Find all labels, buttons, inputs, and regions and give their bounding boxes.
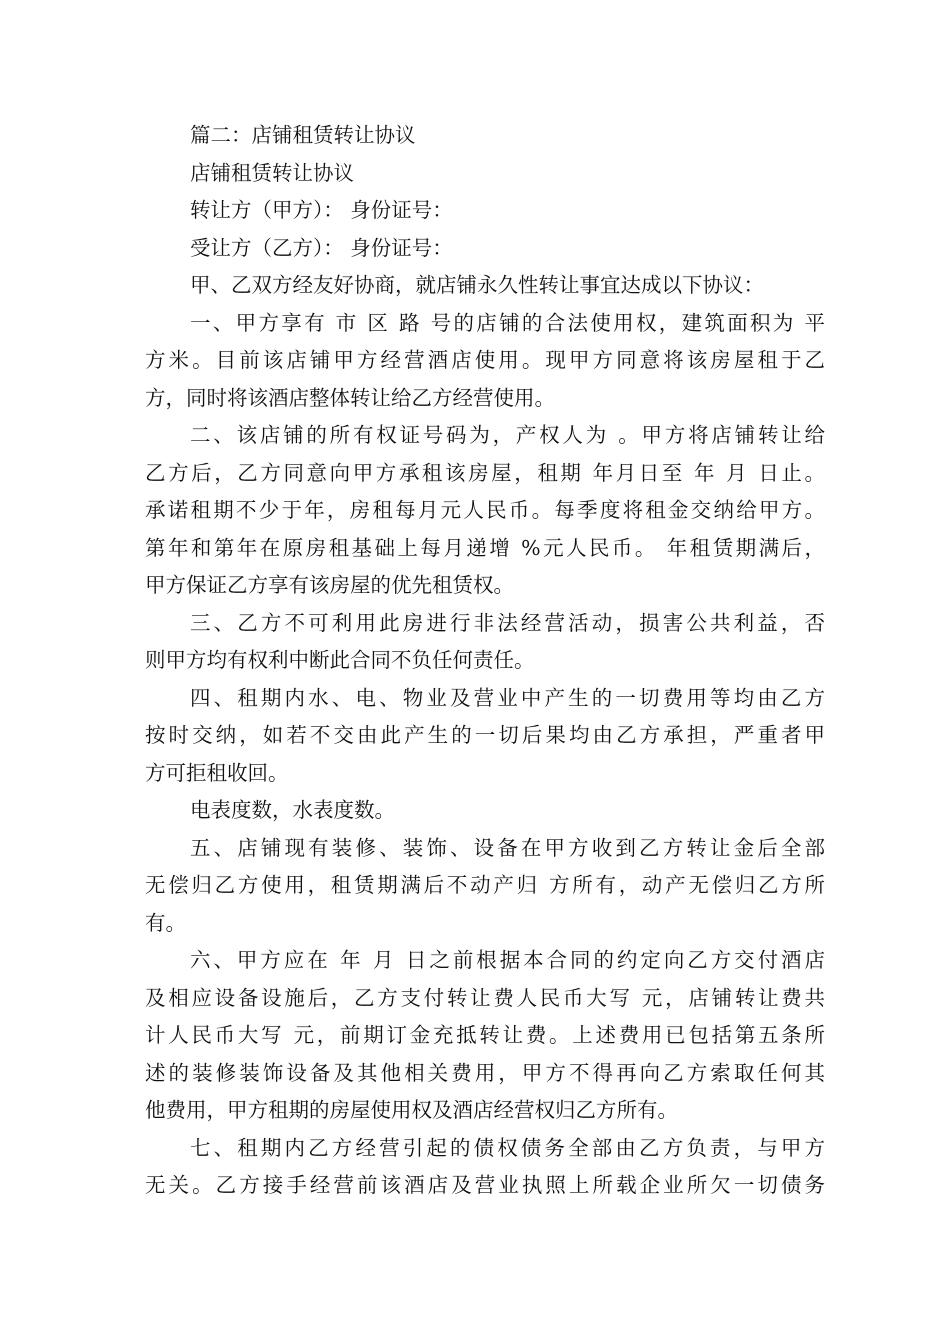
clause-line: 三、乙方不可利用此房进行非法经营活动，损害公共利益，否 <box>190 610 825 635</box>
clause-line: 五、店铺现有装修、装饰、设备在甲方收到乙方转让金后全部 <box>190 835 825 860</box>
document-body <box>145 117 825 1205</box>
clause-6 <box>145 942 825 1130</box>
clause-line: 甲方保证乙方享有该房屋的优先租赁权。 <box>145 573 514 597</box>
clause-line: 按时交纳，如若不交由此产生的一切后果均由乙方承担，严重者甲 <box>145 723 825 747</box>
clause-4 <box>145 680 825 793</box>
party-b-line: 受让方（乙方）： 身份证号： <box>190 235 453 260</box>
party-a-line: 转让方（甲方）： 身份证号： <box>190 198 453 222</box>
clause-line: 二、该店铺的所有权证号码为，产权人为 。甲方将店铺转让给 <box>190 423 825 447</box>
clause-line: 无偿归乙方使用，租赁期满后不动产归 方所有，动产无偿归乙方所 <box>145 873 825 897</box>
clause-1 <box>145 305 825 418</box>
clause-3 <box>145 605 825 680</box>
clause-line: 方可拒租收回。 <box>145 760 289 785</box>
clause-line: 及相应设备设施后，乙方支付转让费人民币大写 元，店铺转让费共 <box>145 985 825 1010</box>
clause-line: 七、租期内乙方经营引起的债权债务全部由乙方负责，与甲方 <box>190 1135 825 1160</box>
clause-line: 方米。目前该店铺甲方经营酒店使用。现甲方同意将该房屋租于乙 <box>145 348 825 372</box>
clause-line: 六、甲方应在 年 月 日之前根据本合同的约定向乙方交付酒店 <box>190 948 825 972</box>
clause-line: 第年和第年在原房租基础上每月递增 %元人民币。 年租赁期满后， <box>145 535 825 560</box>
clause-line: 述的装修装饰设备及其他相关费用，甲方不得再向乙方索取任何其 <box>145 1060 825 1085</box>
clause-line: 他费用，甲方租期的房屋使用权及酒店经营权归乙方所有。 <box>145 1098 678 1122</box>
clause-line: 方，同时将该酒店整体转让给乙方经营使用。 <box>145 385 555 410</box>
clause-2 <box>145 417 825 605</box>
clause-line: 无关。乙方接手经营前该酒店及营业执照上所载企业所欠一切债务 <box>145 1173 825 1197</box>
clause-line: 乙方后，乙方同意向甲方承租该房屋，租期 年月日至 年 月 日止。 <box>145 460 825 485</box>
document-title: 店铺租赁转让协议 <box>190 160 354 185</box>
clause-line: 计人民币大写 元，前期订金充抵转让费。上述费用已包括第五条所 <box>145 1023 825 1047</box>
clause-7 <box>145 1130 825 1205</box>
section-title: 篇二：店铺租赁转让协议 <box>190 123 416 147</box>
clause-line: 承诺租期不少于年，房租每月元人民币。每季度将租金交纳给甲方。 <box>145 498 825 522</box>
clause-line: 四、租期内水、电、物业及营业中产生的一切费用等均由乙方 <box>190 685 825 710</box>
clause-line: 有。 <box>145 910 186 935</box>
clause-5 <box>145 830 825 943</box>
clause-line: 一、甲方享有 市 区 路 号的店铺的合法使用权，建筑面积为 平 <box>190 310 825 335</box>
preamble-line: 甲、乙双方经友好协商，就店铺永久性转让事宜达成以下协议： <box>190 273 764 297</box>
meter-readings-line: 电表度数，水表度数。 <box>190 798 395 822</box>
clause-line: 则甲方均有权利中断此合同不负任何责任。 <box>145 648 535 672</box>
